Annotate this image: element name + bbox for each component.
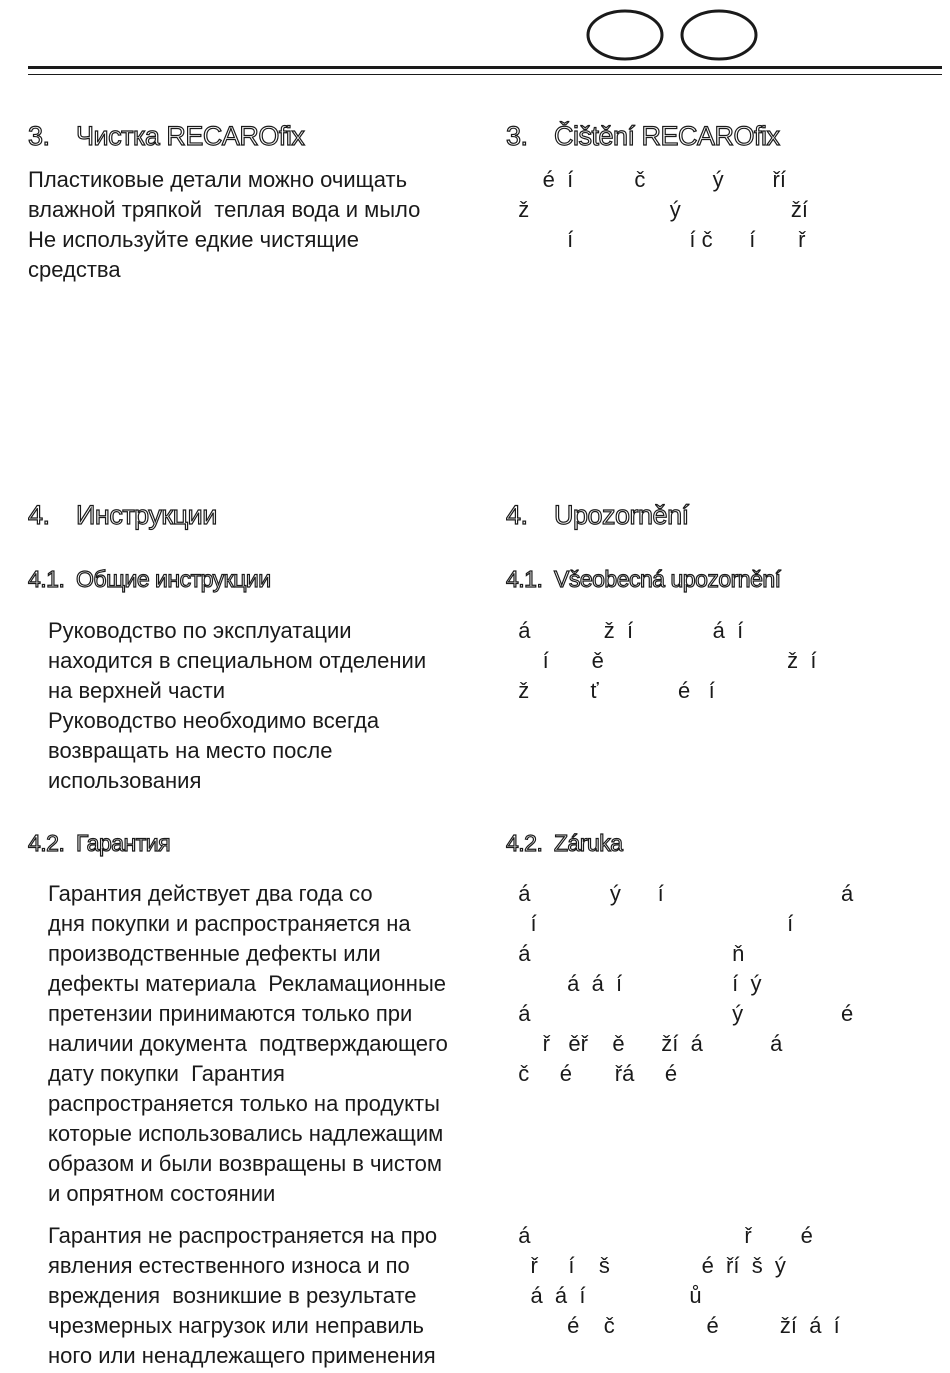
section-title: Чистка RECAROfix [76,121,305,151]
section-4-2-body-2: Гарантия не распространяется на про явления естественного износа и по вреждения возникшие в результате чрезмерных нагрузок или неправиль ного или ненадлежащего применения [48,1223,438,1368]
section-number: 3. [28,121,50,151]
section-number: 4.2. [28,830,65,856]
section-number: 4.1. [28,566,65,592]
section-title: Záruka [554,830,623,856]
section-number: 4.2. [506,830,543,856]
section-number: 4. [28,500,50,530]
header-rule-thin [28,74,942,75]
section-number: 4. [506,500,528,530]
section-title: Общие инструкции [76,566,271,592]
language-badge-ovals [586,8,762,62]
section-title: Upozornění [554,500,689,530]
section-title: Гарантия [76,830,171,856]
section-4-heading [28,500,217,531]
section-4-1-body: Руководство по эксплуатации находится в специальном отделении на верхней части Руководство необходимо всегда возвращать на место после использования [48,618,427,793]
section-3-heading [28,121,304,152]
section-number: 4.1. [506,566,543,592]
section-4-1-heading [506,566,781,593]
section-title: Инструкции [76,500,217,530]
section-3-body: é í č ý ří ž ý ží í í č í ř [518,167,808,252]
section-4-2-body-1: Гарантия действует два года со дня покупки и распространяется на производственные дефекты или дефекты материала Рекламационные претензии принимаются только при наличии документа подтверждающего дату покупки Гарантия распространяется только на продукты которые использовались надлежащим образом и были возвращены в чистом и опрятном состоянии [48,881,448,1206]
section-number: 3. [506,121,528,151]
section-4-heading [506,500,689,531]
section-4-2-heading [506,830,623,857]
section-4-2-body-2: á ř é ř í š é ří š ý á á í ů é č é ží á í [518,1223,840,1338]
section-title: Všeobecná upozornění [554,566,781,592]
section-4-2-heading [28,830,170,857]
section-title: Čištění RECAROfix [554,121,780,151]
section-4-1-heading [28,566,271,593]
section-3-heading [506,121,780,152]
section-3-body: Пластиковые детали можно очищать влажной тряпкой теплая вода и мыло Не используйте едкие чистящие средства [28,167,421,282]
header-rule-thick [28,66,942,69]
section-4-2-body-1: á ý í á í í á ň á á í í ý á ý é ř ěř ě ží á á č é řá é [518,881,854,1086]
section-4-1-body: á ž í á í í ě ž í ž ť é í [518,618,817,703]
